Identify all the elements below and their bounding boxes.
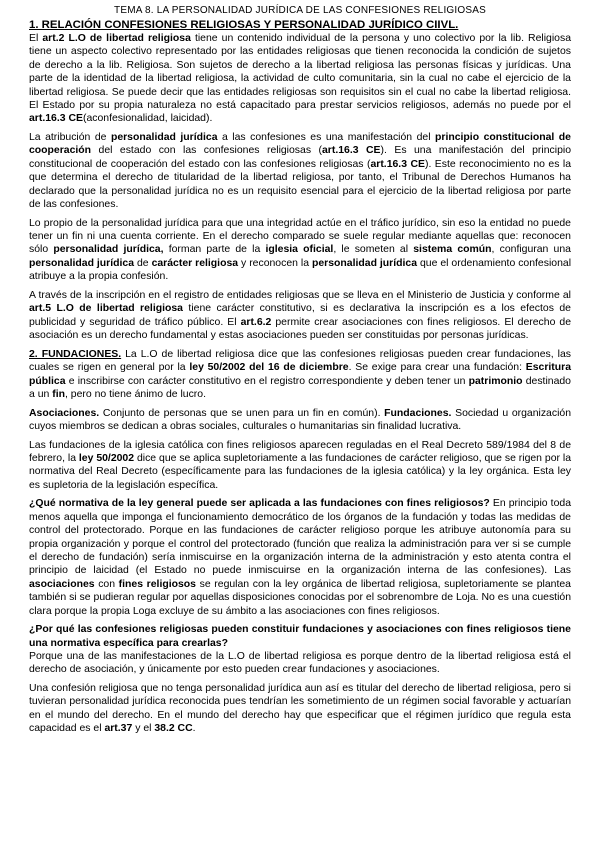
section-1-title: 1. RELACIÓN CONFESIONES RELIGIOSAS Y PERSONALIDAD JURÍDICO CIIVL. (29, 19, 459, 31)
section-2-title: 2. FUNDACIONES. (29, 348, 122, 360)
paragraph-4: A través de la inscripción en el registro de entidades religiosas que se lleva en el Ministerio de Justicia y conforme al art.5 L.O de libertad religiosa tiene carácter constitutivo, si es declarativa la inscripción es a los efectos de publicidad y seguridad de tráfico público. El art.6.2 permite crear asociaciones con fines religiosos. El derecho de asociación es un derecho fundamental y estas asociaciones pueden ser constituidas por personas jurídicas. (29, 289, 572, 342)
paragraph-3: Lo propio de la personalidad jurídica para que una integridad actúe en el tráfico jurídico, sin eso la entidad no puede tener un fin ni una cuenta corriente. En el derecho comparado se suele regular mediante aquellas que: reconocen sólo personalidad jurídica, forman parte de la iglesia oficial, le someten al sistema común, configuran una personalidad jurídica de carácter religiosa y reconocen la personalidad jurídica que el ordenamiento confesional atribuye a la propia confesión. (29, 217, 572, 283)
paragraph-6: Asociaciones. Conjunto de personas que se unen para un fin en común). Fundaciones. Sociedad u organización cuyos miembros se dedican a obras sociales, culturales o humanitarias sin finalidad lucrativa. (29, 407, 572, 432)
page-header: TEMA 8. LA PERSONALIDAD JURÍDICA DE LAS CONFESIONES RELIGIOSAS (114, 5, 486, 16)
paragraph-9: ¿Por qué las confesiones religiosas pueden constituir fundaciones y asociaciones con fines religiosos tiene una normativa específica para crearlas? Porque una de las manifestaciones de la L.O de libertad religiosa es porque dentro de la libertad religiosa está el derecho de asociación, y únicamente por esto pueden crear fundaciones y asociaciones. (29, 624, 571, 676)
paragraph-8: ¿Qué normativa de la ley general puede ser aplicada a las fundaciones con fines religiosos? En principio toda menos aquella que imponga el funcionamiento democrático de los órganos de la fundación y todas las medidas de control del protectorado. Porque en las fundaciones de carácter religioso porque les atribuye autonomía para su propia organización y porque el control del protectorado (función que realiza la administración para ver si se cumple el derecho de fundación) sería inmiscuirse en la organización interna de la administración y esto atenta contra el principio de laicidad (el Estado no puede inmiscuirse en la organización interna de las confesiones). Las asociaciones con fines religiosos se regulan con la ley orgánica de libertad religiosa, supletoriamente se plantea también si se pudieran regular por aquellas disposiciones conocidas por el sobrenombre de Loja. No es una cuestión clara porque la propia Loga excluye de su ámbito a las asociaciones con fines religiosos. (29, 498, 571, 617)
paragraph-1: El art.2 L.O de libertad religiosa tiene un contenido individual de la persona y uno colectivo por la lib. Religiosa tiene un aspecto colectivo representado por las entidades religiosas que tienen reconocida la condición de sujetos de derecho a la lib. Religiosa. Son sujetos de derecho a la libertad religiosa las personas físicas y jurídicas. Una parte de la identidad de la libertad religiosa, la actividad de culto comunitaria, sin la cual no cabe el ejercicio de la libertad religiosa. Se puede decir que las entidades religiosas son requisitos sin el cual no cabe la libertad religiosa. El Estado por su propia naturaleza no está capacitado para prestar servicios religiosos, además no puede por el art.16.3 CE(aconfesionalidad, laicidad). (29, 33, 571, 125)
paragraph-5: 2. FUNDACIONES. La L.O de libertad religiosa dice que las confesiones religiosas pueden crear fundaciones, las cuales se rigen en general por la ley 50/2002 del 16 de diciembre. Se exige para crear una fundación: Escritura pública e inscribirse con carácter constitutivo en el registro correspondiente y deben tener un patrimonio destinado a un fin, pero no tiene ánimo de lucro. (29, 348, 572, 400)
paragraph-2: La atribución de personalidad jurídica a las confesiones es una manifestación del principio constitucional de cooperación del estado con las confesiones religiosas (art.16.3 CE). Es una manifestación del principio constitucional de cooperación del estado con las confesiones religiosas (art.16.3 CE). Este reconocimiento no es la que determina el derecho de titularidad de la libertad religiosa, por tanto, el Tribunal de Derechos Humanos ha declarado que la personalidad jurídica no es un requisito esencial para el ejercicio de la libertad religiosa por parte de las confesiones. (29, 132, 571, 211)
paragraph-7: Las fundaciones de la iglesia católica con fines religiosos aparecen reguladas en el Real Decreto 589/1984 del 8 de febrero, la ley 50/2002 dice que se aplica supletoriamente a las fundaciones de carácter religioso, que se rigen por la normativa del Real Decreto (específicamente para las fundaciones de la iglesia católica) y la ley orgánica. Esta ley es supletoria de la legislación específica. (29, 439, 571, 491)
paragraph-10: Una confesión religiosa que no tenga personalidad jurídica aun así es titular del derecho de libertad religiosa, pero si tuvieran personalidad jurídica reconocida pues tendrían les sometimiento de un régimen social favorable y actuarían en el mundo del derecho. En el mundo del derecho hay que especificar que el régimen jurídico que regula esta capacidad es el art.37 y el 38.2 CC. (29, 682, 571, 735)
document-page (29, 4, 571, 741)
